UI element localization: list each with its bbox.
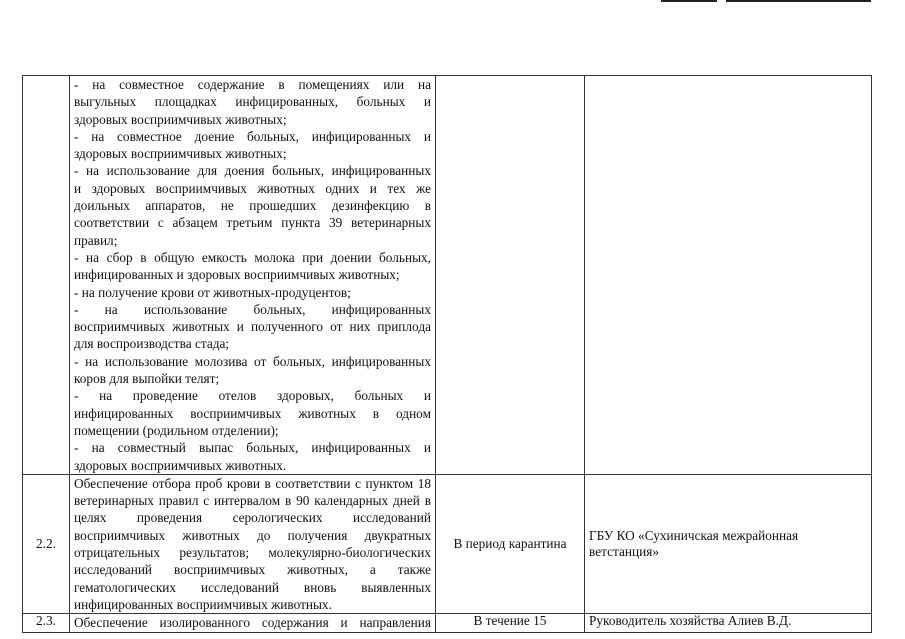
row-number-cell: 2.2.	[23, 474, 70, 613]
term-cell: В период карантина	[436, 474, 585, 613]
list-line: - на совместное доение больных, инфицированных и	[74, 128, 431, 144]
list-line: доильных аппаратов, не прошедших дезинфекцию в	[74, 198, 431, 214]
list-line: правил;	[74, 232, 118, 248]
responsible-cell: ГБУ КО «Сухиничская межрайонная ветстанция»	[585, 474, 872, 613]
measure-cell	[70, 474, 436, 613]
list-line: выгульных площадках инфицированных, больных и	[74, 94, 431, 110]
list-line: здоровых восприимчивых животных;	[74, 146, 287, 162]
measures-table	[22, 75, 872, 633]
list-line: - на получение крови от животных-продуцентов;	[74, 284, 351, 300]
list-line: инфицированных и здоровых восприимчивых животных;	[74, 267, 400, 283]
list-line: - на использование больных, инфицированных	[74, 301, 431, 317]
list-line: здоровых восприимчивых животных.	[74, 457, 287, 473]
table-row	[23, 474, 872, 613]
row-number-cell	[23, 76, 70, 475]
prohibition-list	[74, 76, 431, 474]
list-line: и здоровых восприимчивых животных одних и тех же	[74, 180, 431, 196]
responsible-cell	[585, 76, 872, 475]
measure-cell	[70, 614, 436, 632]
list-line: - на использование молозива от больных, инфицированных	[74, 353, 431, 369]
list-line: инфицированных восприимчивых животных в одном	[74, 405, 431, 421]
list-line: - на совместный выпас больных, инфицированных и	[74, 440, 431, 456]
measure-text: Обеспечение отбора проб крови в соответствии с пунктом 18 ветеринарных правил с интервалом в 90 календарных дней в целях проведения серологических исследований восприимчивых животных до получения двукратных отрицательных результатов; молекулярно-биологических исследований восприимчивых животных, а также гематологических исследований вновь выявленных инфицированных восприимчивых животных.	[74, 475, 431, 612]
list-line: - на совместное содержание в помещениях или на	[74, 77, 431, 92]
term-cell: В течение 15	[436, 614, 585, 632]
list-line: - на сбор в общую емкость молока при доении больных,	[74, 249, 431, 265]
list-line: - на использование для доения больных, инфицированных	[74, 163, 431, 179]
term-cell	[436, 76, 585, 475]
list-line: коров для выпойки телят;	[74, 371, 220, 387]
list-line: восприимчивых животных и полученного от них приплода	[74, 319, 431, 335]
list-line: - на проведение отелов здоровых, больных и	[74, 388, 431, 404]
measure-text: Обеспечение изолированного содержания и направления	[74, 615, 431, 631]
list-line: для воспроизводства стада;	[74, 336, 230, 352]
list-line: соответствии с абзацем третьим пункта 39 ветеринарных	[74, 215, 431, 231]
table-row	[23, 76, 872, 475]
table-row	[23, 614, 872, 632]
measure-cell	[70, 76, 436, 475]
row-number-cell: 2.3.	[23, 614, 70, 632]
responsible-cell: Руководитель хозяйства Алиев В.Д.	[585, 614, 872, 632]
list-line: здоровых восприимчивых животных;	[74, 111, 287, 127]
top-rule-left	[661, 0, 717, 2]
list-line: помещении (родильном отделении);	[74, 422, 279, 438]
top-rule-right	[726, 0, 871, 2]
